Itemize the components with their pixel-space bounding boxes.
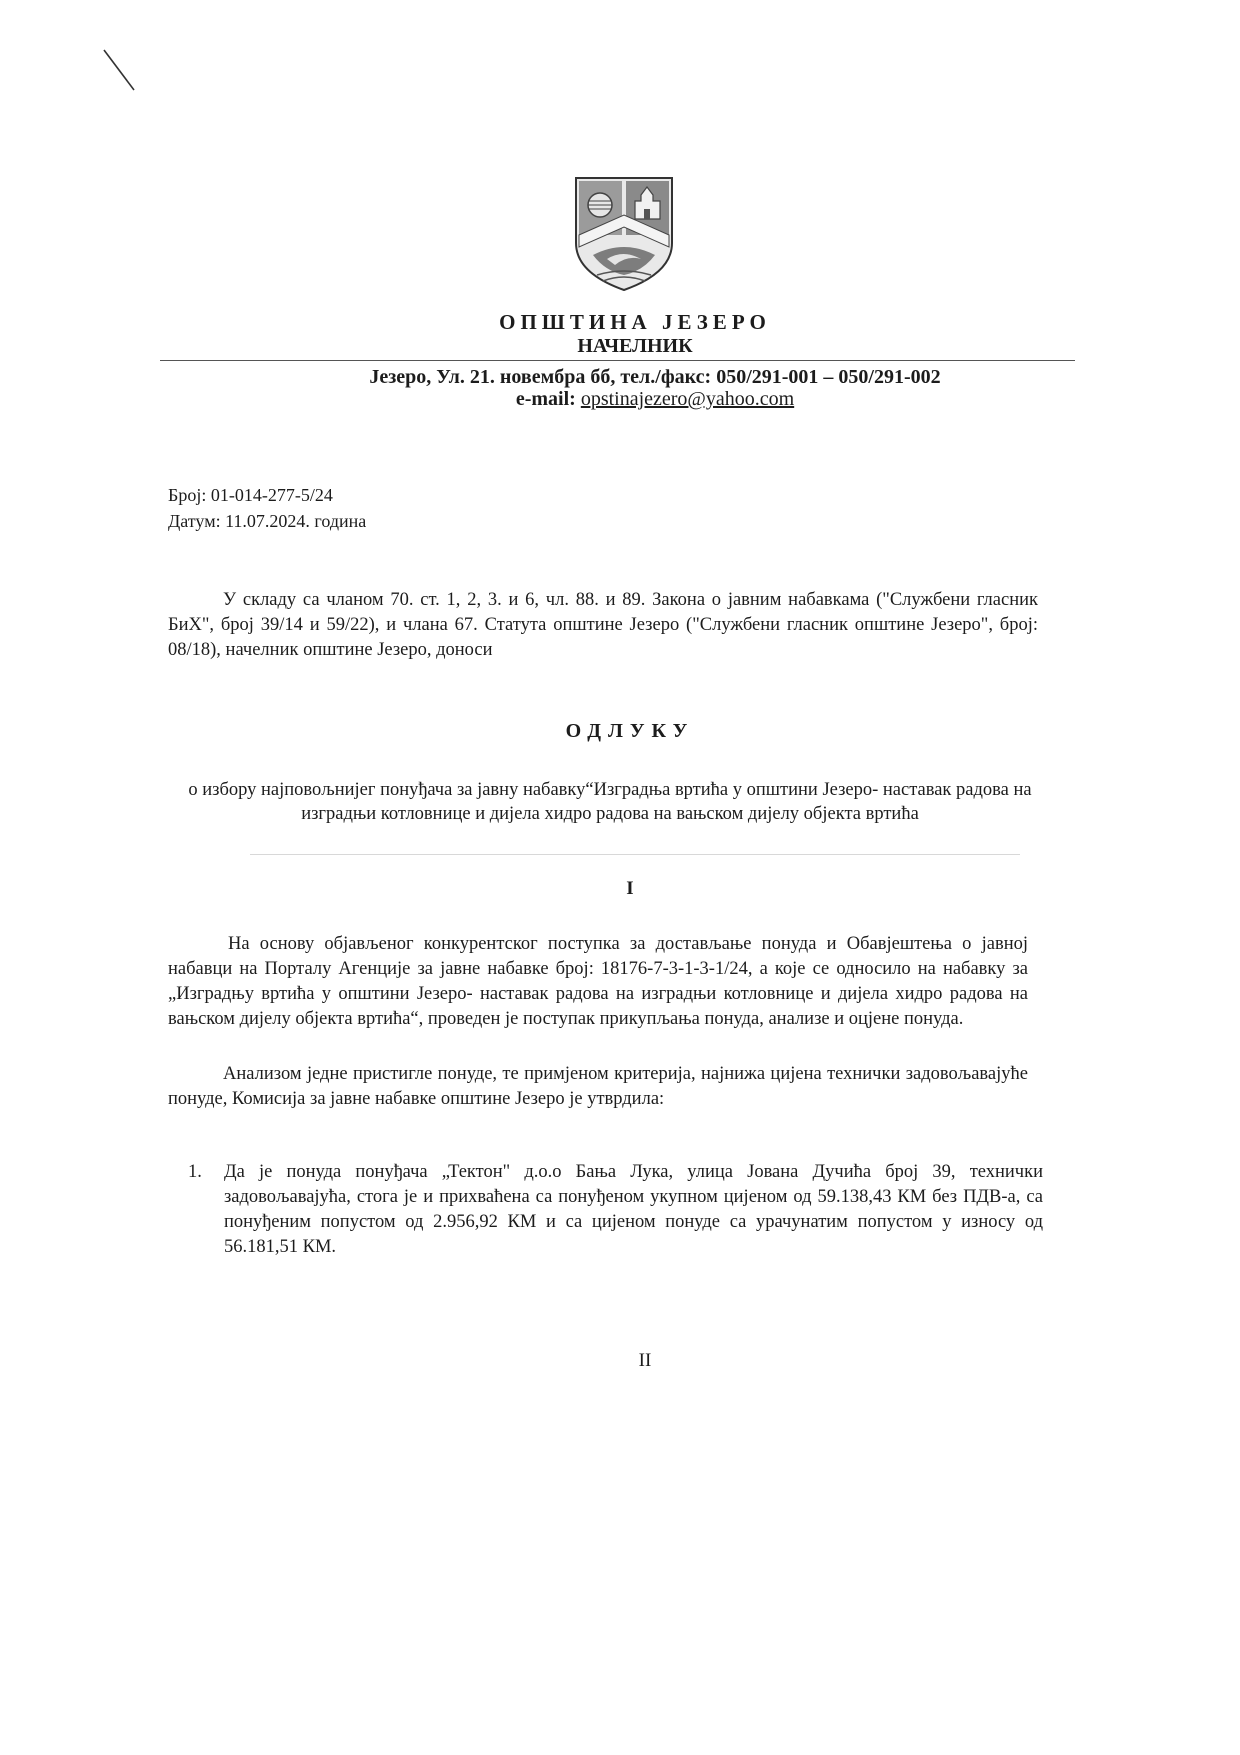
list-item-text: Да је понуда понуђача „Тектон" д.о.о Бања Лука, улица Јована Дучића број 39, технички задовољавајућа, стога је и прихваћена са понуђеном укупном цијеном од 59.138,43 КМ без ПДВ-а, са понуђеним попустом од 2.956,92 КМ и са цијеном понуде са урачунатим попустом у износу од 56.181,51 КМ. — [224, 1162, 1043, 1257]
section-heading-1: I — [626, 878, 634, 899]
document-date: Датум: 11.07.2024. година — [168, 511, 367, 531]
section-heading-2: II — [638, 1350, 652, 1371]
decision-subject: о избору најповољнијег понуђача за јавну набавку“Изградња вртића у општини Језеро- наставак радова на изградњи котловнице и дијела хидро радова на вањском дијелу објекта вртића — [188, 780, 1032, 824]
decision-title: ОДЛУКУ — [565, 720, 695, 742]
document-meta — [168, 482, 366, 534]
email-link[interactable]: opstinajezero@yahoo.com — [580, 388, 795, 410]
intro-paragraph: У складу са чланом 70. ст. 1, 2, 3. и 6, чл. 88. и 89. Закона о јавним набавкама ("Службени гласник БиХ", број 39/14 и 59/22), и члана 67. Статута општине Језеро ("Службени гласник општине Језеро", број: 08/18), начелник општине Језеро, доноси — [168, 590, 1038, 660]
header-address: Језеро, Ул. 21. новембра бб, тел./факс: 050/291-001 – 050/291-002 — [369, 366, 941, 388]
office-name: НАЧЕЛНИК — [577, 335, 693, 357]
analysis-paragraph: Анализом једне пристигле понуде, те примјеном критерија, најнижа цијена технички задовољавајуће понуде, Комисија за јавне набавке општине Језеро је утврдила: — [168, 1064, 1028, 1109]
header-email — [0, 388, 1240, 411]
municipality-name: ОПШТИНА ЈЕЗЕРО — [499, 310, 771, 334]
scan-pen-stroke — [100, 48, 140, 93]
email-label: e-mail: — [515, 388, 576, 410]
subject-divider — [250, 854, 1020, 855]
header-divider — [160, 360, 1075, 361]
list-item — [188, 1160, 1043, 1260]
document-number: Број: 01-014-277-5/24 — [168, 485, 333, 505]
municipality-coat-of-arms — [573, 175, 675, 293]
section-1-paragraph: На основу објављеног конкурентског поступка за достављање понуда и Обавјештења о јавној набавци на Порталу Агенције за јавне набавке број: 18176-7-3-1-3-1/24, а које се односило на набавку за „Изградњу вртића у општини Језеро- наставак радова на изградњи котловнице и дијела хидро радова на вањском дијелу објекта вртића“, проведен је поступак прикупљања понуда, анализе и оцјене понуда. — [168, 934, 1028, 1029]
findings-list — [188, 1160, 1043, 1260]
list-item-number: 1. — [188, 1162, 202, 1182]
